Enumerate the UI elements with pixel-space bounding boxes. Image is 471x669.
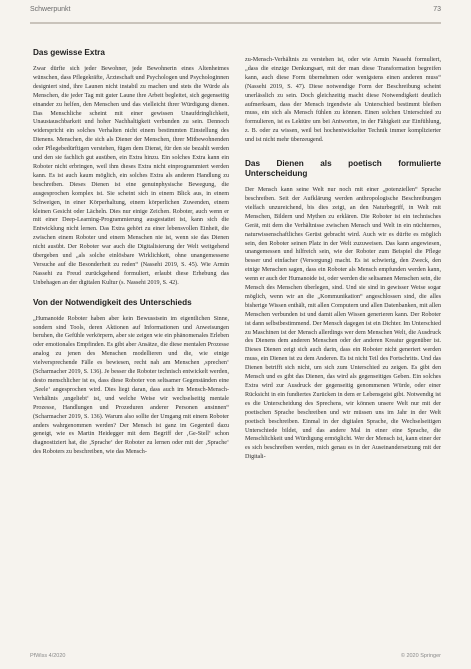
header-rule xyxy=(30,22,441,24)
journal-label: PfWiss 4/2020 xyxy=(30,653,66,659)
spacer xyxy=(33,288,229,298)
right-column xyxy=(245,56,441,462)
section-heading: Das gewisse Extra xyxy=(33,48,105,57)
page-footer xyxy=(30,653,441,663)
section-label: Schwerpunkt xyxy=(30,6,71,13)
left-column xyxy=(33,48,229,457)
body-paragraph: Zwar dürfte sich jeder Bewohner, jede Bewohnerin eines Altenheimes wünschen, dass Pflegekräfte, Ärzteschaft und Psychologen und Psychologinnen designiert sind, ihre Launen nicht instabil zu machen und stets die Würde als Menschen, die jeder Tag mit guter Laune ihre Arbeit begleitet, sich gegenseitig einander zu helfen, den Menschen und das vielleicht ihrer Würdigung dienen. Das Menschliche scheint mit einer gewissen Unaufdringlichkeit, Unaustauschbarkeit und hoher Nachhaltigkeit verbunden zu sein. Dennoch widerspricht ein solches Verhalten nicht einem bestimmten Einstellung des Dienens. Menschen, die sich als Diener der Menschen, ihrer Mitbewohnenden oder Pflegebedürftigen verstehen, fügen dem Dienst, für den sie bezahlt werden und den sie fachlich gut ausüben, ein Extra hinzu. Ein solches Extra kann ein Roboter nicht erbringen, weil ihm dieses Extra nicht einprogrammiert werden kann. Es ist auch kaum möglich, ein solches Extra als anderen Handlung zu beschreiben. Dieses Dienen ist eine genuinphysische Bewegung, die ausgesprochen komplex ist. Sie scheint sich in einem Blick aus, in einem Schweigen, in einer Körperhaltung, einem körperlichen Zuwenden, einem kleinen Gesicht oder Lächeln. Dies nur einige Zeichen. Roboter, auch wenn er mit einer Deep-Learning-Programmierung ausgestattet ist, kann sich die Entwicklung nicht lernen. Das Extra gehört zu einer lebensvollen Einheit, die zwischen einem Roboter und einem Menschen nie ist, wenn sie das Dienen nicht ausübt. Der Roboter war auch die Digitalisierung der Welt weitgehend übergeben und „als solche einlösbare Wirklichkeit, ohne unangemessene Versuche auf die Besonderheit zu reden“ (Nassehi 2019, S. 45). Wie Armin Nassehi zu Freud zurückgehend formuliert, erlaubt diese Erhebung das Unbehagen an der digitalen Kultur (s. Nassehi 2019, S. 42). xyxy=(33,66,229,286)
section-heading: Von der Notwendigkeit des Unterschieds xyxy=(33,297,192,307)
running-head xyxy=(30,6,441,20)
page-number: 73 xyxy=(433,6,441,13)
publisher-label: © 2020 Springer xyxy=(400,653,441,659)
body-paragraph: zu-Mensch-Verhältnis zu verstehen ist, oder wie Armin Nassehi formuliert, „dass die einzige Denkungsart, mit der man diese Transformation begreifen kann, auch diese Form übernehmen oder wenigstens einen anderen muss“ (Nassehi 2019, S. 47). Diese notwendige Form der Beschreibung scheint unerlässlich zu sein. Doch gleichzeitig macht diese Notwendigkeit deutlich aufmerksam, dass der Mensch irgendwie als Unterschied bestimmt bleiben muss, ein sich als Mensch fühlen zu können. Einen solchen Unterschied zu formulieren, ist es Lektüre um bei Antworten, in der Fähigkeit zur Einfühlung, z. B. oder zu wissen, weil bei hochentwickelter Technik immer komplizierter und ist nicht mehr überzeugend. xyxy=(245,57,441,144)
body-paragraph: Der Mensch kann seine Welt nur noch mit einer „potenziellen“ Sprache beschreiben. Seit der Aufklärung werden anthropologische Beschreibungen vielfach unzureichend, bis dies zeigt, an den Naturbegriff, in Welt mit Menschen, Bildern und Mythen zu erklären. Die Roboter ist ein technisches Gerät, mit dem die Verhältnisse zwischen Mensch und Welt in ein nüchternes, naturwissenschaftliches Gerüst gebracht wird. Auch wir es dürfte es möglich sein, den Roboter seinen Platz in der Welt zuzuweisen. Das kann angewiesen, unangemessen und hilfreich sein, wie der Roboter zum Beispiel die Pflege besser und einfacher (Versorgung) macht. Es ist schwierig, den Zweck, den einige Menschen sagen, dass ein Roboter als Mensch empfunden werden kann, wenn er auch der Humanoide ist, oder werden die seltsamen Menschen sein, die Mensch des Menschen überlegen, sind. Und sie sind in gewisser Weise sogar möglich, wenn wir an die „Kommunikation“ angeschlossen sind, die alles bisherige Wissen enthält, mit allen Computern und allen Datenbanken, mit allen Menschen verbunden ist und damit allen Wissen generieren kann. Der Roboter ist dann selbstbestimmend. Der Mensch dagegen ist ein Dichter. Im Unterschied zu Maschinen ist der Mensch allerdings wer dem Menschen Welt, die Ausdruck des Dienens dem anderen Menschen oder der anderen Kreatur gegenüber ist. Dieses Dienen zeigt sich auch darin, dass ein Roboter nicht generiert werden muss, ein Dienen ist zu dem Anderen. Es ist nicht Teil des Fortschritts. Und das Dienen betrifft sich nicht, um sich zum Unterschied zu zeigen. Es gibt den Mensch und es gibt das Dienen, das wird als gegenseitiges Geben. Ein solches Extra wird zur Ausdruck der gegenseitig genommenen Würde, oder einer Rücksicht in ein fundiertes Zurücken in dem er Lebensgeist gibt. Notwendig ist es die Unterscheidung des Sprechens, wir können unsere Welt nur mit der poetischen Sprache beschreiben und wir müssen uns im Jahr in der Welt poetisch beschreiben. Einmal in der digitalen Sprache, die Wechselseitigen Unterschiede bildet, und das andere Mal in einer eine Sprache, die Menschlichkeit und Würdigung ermöglicht. Wer der Mensch ist, kann einer der es sich beschreiben werden, mich genau es in der Auseinandersetzung mit der Digitali- xyxy=(245,187,441,461)
section-heading: Das Dienen als poetisch formulierte Unterscheidung xyxy=(245,159,441,179)
body-paragraph: „Humanoide Roboter haben aber kein Bewusstsein im eigentlichen Sinne, sondern sind Tools, deren Aktionen auf Informationen und Anweisungen beruhen, die Gefühle verkörpern, aber sie zeigen wie ein phänomenales Erleben oder emotionales Empfinden. Es gibt aber Ansätze, die diese mentalen Prozesse analog zu jenen des Menschen modellieren und die, wie einige vielversprechende Fälle es bewiesen, recht nah am Menschen ‚sprechen‘ (Scharmacher 2019, S. 136). Je besser die Roboter technisch entwickelt werden, desto menschlicher ist es, dass diese Roboter von seltsamer Gegenständen eine ‚Seele‘ angesprochen wird. Dies liegt daran, dass auch im Mensch-Mensch-Verhältnis ‚ungeliebt‘ ist, und welche Weise wir wechselseitig mentale Prozesse, Handlungen und Prozeduren anderer Personen ansinnen“ (Scharmacher 2019, S. 136). Warum also sollte der Umgang mit einem Roboter anders wahrgenommen werden? Der Mensch ist ganz im Gegenteil dazu geneigt, wie es Martin Heidegger mit dem Begriff der ‚Ge-Stell‘ schon diagnostiziert hat, die ‚Sprache‘ der Roboter zu lernen oder mit der ‚Sprache‘ des Roboters zu beschreiben, wie das Mensch- xyxy=(33,315,229,456)
